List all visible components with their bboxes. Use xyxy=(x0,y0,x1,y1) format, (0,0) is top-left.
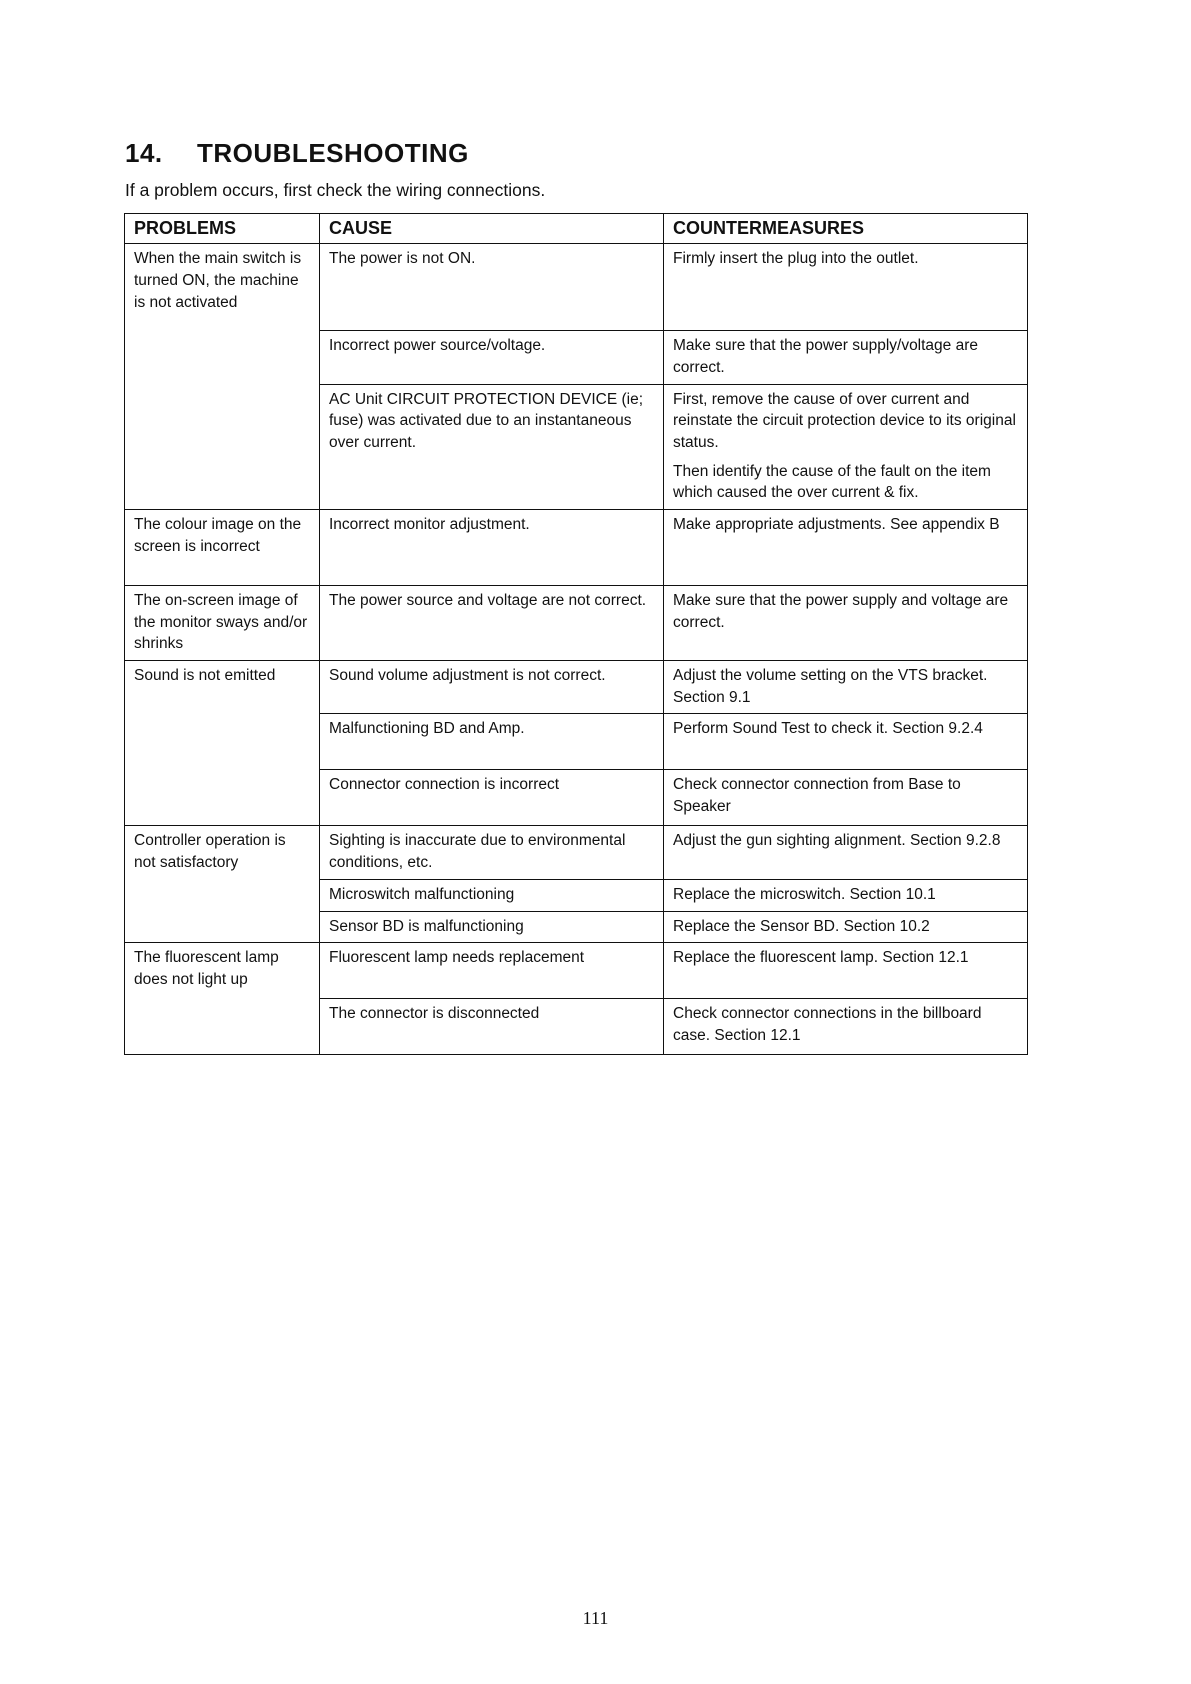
countermeasure-text: Adjust the gun sighting alignment. Section 9.2.8 xyxy=(673,832,1001,850)
countermeasure-cell xyxy=(664,826,1028,879)
cause-cell: Incorrect power source/voltage. xyxy=(320,331,664,384)
section-title xyxy=(125,138,469,169)
cause-cell: Microswitch malfunctioning xyxy=(320,879,664,911)
table-row xyxy=(125,943,1028,999)
countermeasure-cell xyxy=(664,943,1028,999)
countermeasure-cell xyxy=(664,510,1028,586)
table-row xyxy=(125,586,1028,661)
section-number: 14. xyxy=(125,138,163,168)
header-problems: PROBLEMS xyxy=(125,214,320,244)
header-cause: CAUSE xyxy=(320,214,664,244)
header-countermeasures: COUNTERMEASURES xyxy=(664,214,1028,244)
problem-cell: Sound is not emitted xyxy=(125,661,320,826)
countermeasure-cell xyxy=(664,661,1028,714)
cause-cell: Sound volume adjustment is not correct. xyxy=(320,661,664,714)
countermeasure-cell xyxy=(664,331,1028,384)
cause-cell: Fluorescent lamp needs replacement xyxy=(320,943,664,999)
cause-cell: The connector is disconnected xyxy=(320,999,664,1055)
countermeasure-text: Perform Sound Test to check it. Section 9.2.4 xyxy=(673,720,983,738)
countermeasure-text: Make sure that the power supply and voltage are correct. xyxy=(673,592,1009,631)
table-row xyxy=(125,244,1028,331)
table-row xyxy=(125,510,1028,586)
table-body xyxy=(125,244,1028,1055)
countermeasure-cell xyxy=(664,770,1028,826)
cause-cell: Incorrect monitor adjustment. xyxy=(320,510,664,586)
section-heading: TROUBLESHOOTING xyxy=(197,138,469,168)
countermeasure-text: Firmly insert the plug into the outlet. xyxy=(673,250,919,268)
cause-cell: AC Unit CIRCUIT PROTECTION DEVICE (ie; fuse) was activated due to an instantaneous over current. xyxy=(320,384,664,509)
countermeasure-cell xyxy=(664,879,1028,911)
cause-cell: Malfunctioning BD and Amp. xyxy=(320,714,664,770)
problem-cell: The colour image on the screen is incorrect xyxy=(125,510,320,586)
countermeasure-cell xyxy=(664,586,1028,661)
table-header-row xyxy=(125,214,1028,244)
countermeasure-text: Check connector connections in the billboard case. Section 12.1 xyxy=(673,1005,982,1044)
countermeasure-text: Make appropriate adjustments. See appendix B xyxy=(673,516,1000,533)
countermeasure-text: Then identify the cause of the fault on the item which caused the over current & fix. xyxy=(673,462,991,502)
problem-cell: The fluorescent lamp does not light up xyxy=(125,943,320,1055)
countermeasure-cell xyxy=(664,999,1028,1055)
troubleshooting-table xyxy=(124,213,1028,1055)
table-row xyxy=(125,661,1028,714)
problem-cell: Controller operation is not satisfactory xyxy=(125,826,320,943)
table-row xyxy=(125,826,1028,879)
countermeasure-cell xyxy=(664,384,1028,509)
intro-text: If a problem occurs, first check the wiring connections. xyxy=(125,180,546,200)
cause-cell: The power is not ON. xyxy=(320,244,664,331)
cause-cell: The power source and voltage are not correct. xyxy=(320,586,664,661)
countermeasure-cell xyxy=(664,244,1028,331)
cause-cell: Sighting is inaccurate due to environmental conditions, etc. xyxy=(320,826,664,879)
countermeasure-text: Replace the fluorescent lamp. Section 12.1 xyxy=(673,949,969,967)
countermeasure-cell xyxy=(664,911,1028,943)
cause-cell: Connector connection is incorrect xyxy=(320,770,664,826)
countermeasure-text: Replace the Sensor BD. Section 10.2 xyxy=(673,917,930,935)
countermeasure-text: Adjust the volume setting on the VTS bracket. Section 9.1 xyxy=(673,667,988,706)
problem-cell: The on-screen image of the monitor sways and/or shrinks xyxy=(125,586,320,661)
problem-cell: When the main switch is turned ON, the machine is not activated xyxy=(125,244,320,510)
cause-cell: Sensor BD is malfunctioning xyxy=(320,911,664,943)
countermeasure-text: Replace the microswitch. Section 10.1 xyxy=(673,885,936,903)
countermeasure-text: Make sure that the power supply/voltage are correct. xyxy=(673,337,979,376)
countermeasure-text: Check connector connection from Base to Speaker xyxy=(673,776,961,816)
countermeasure-text: First, remove the cause of over current and reinstate the circuit protection device to its original status. xyxy=(673,390,1016,451)
countermeasure-cell xyxy=(664,714,1028,770)
page-number: 111 xyxy=(582,1608,609,1628)
